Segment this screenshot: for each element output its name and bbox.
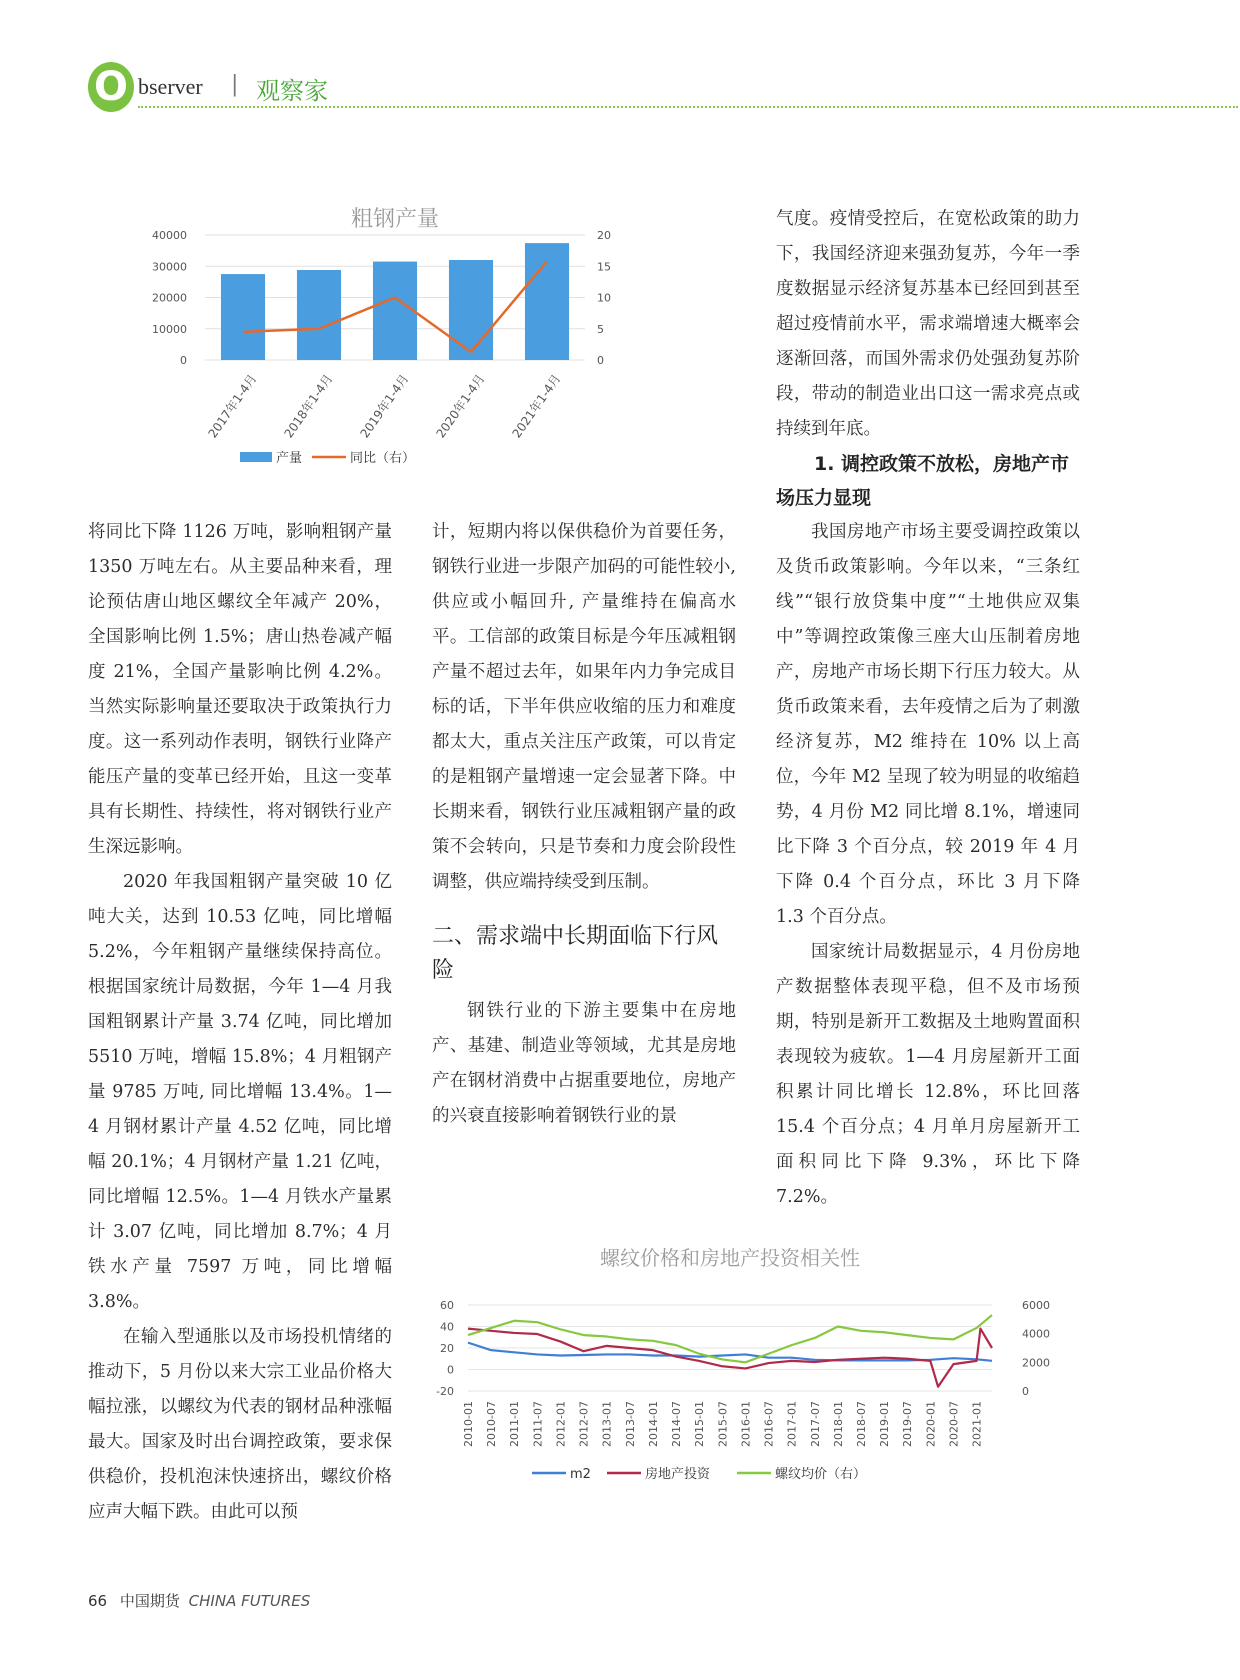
- y-left-tick-label: 30000: [152, 260, 187, 274]
- y-right-tick-label: 5: [597, 322, 604, 336]
- legend-label: 螺纹均价（右）: [775, 1467, 867, 1482]
- y-right-tick-label: 4000: [1022, 1327, 1050, 1341]
- subsection-heading: 1. 调控政策不放松，房地产市场压力显现: [776, 453, 1070, 509]
- legend-label: 房地产投资: [645, 1467, 711, 1482]
- bar-output: [297, 270, 341, 360]
- legend-label: m2: [570, 1467, 591, 1482]
- x-tick-label: 2013-01: [600, 1401, 614, 1447]
- y-left-tick-label: 20000: [152, 291, 187, 305]
- bar-output: [373, 262, 417, 360]
- bar-output: [449, 260, 493, 360]
- masthead: [88, 62, 1238, 112]
- series-line-real-estate-investment: [468, 1329, 992, 1387]
- masthead-dotted-rule: [138, 106, 1238, 108]
- y-left-tick-label: 10000: [152, 322, 187, 336]
- x-tick-label: 2021-01: [970, 1401, 984, 1447]
- x-tick-label: 2010-01: [462, 1401, 475, 1447]
- x-tick-label: 2014-07: [670, 1401, 684, 1447]
- y-right-tick-label: 2000: [1022, 1356, 1050, 1370]
- paragraph: 将同比下降 1126 万吨，影响粗钢产量 1350 万吨左右。从主要品种来看，理论预估唐山地区螺纹全年减产 20%，全国影响比例 1.5%；唐山热卷减产幅度 21%，全国产量影响比例 4.2%。当然实际影响量还要取决于政策执行力度。这一系列动作表明，钢铁行业降产能压产量的变革已经开始，且这一变革具有长期性、持续性，将对钢铁行业产生深远影响。: [88, 522, 392, 857]
- y-left-tick-label: 20: [440, 1342, 454, 1355]
- x-tick-label: 2018-01: [831, 1401, 845, 1447]
- y-left-tick-label: 40: [440, 1320, 454, 1334]
- x-tick-label: 2011-07: [531, 1401, 545, 1447]
- x-tick-label: 2017-07: [808, 1401, 822, 1447]
- x-tick-label: 2015-01: [693, 1401, 707, 1447]
- x-tick-label: 2016-07: [762, 1401, 776, 1447]
- x-tick-label: 2019-01: [878, 1401, 892, 1447]
- x-tick-label: 2016-01: [739, 1401, 753, 1447]
- page-number: 66: [88, 1592, 108, 1610]
- crude-steel-output-chart: [140, 200, 660, 480]
- paragraph: 计，短期内将以保供稳价为首要任务，钢铁行业进一步限产加码的可能性较小, 供应或小幅回升, 产量维持在偏高水平。工信部的政策目标是今年压减粗钢产量不超过去年，如果年内力争完成目标的话，下半年供应收缩的压力和难度都太大，重点关注压产政策，可以肯定的是粗钢产量增速一定会显著下降。中长期来看，钢铁行业压减粗钢产量的政策不会转向，只是节奏和力度会阶段性调整，供应端持续受到压制。: [432, 522, 736, 892]
- masthead-separator: |: [231, 72, 239, 97]
- x-tick-label: 2017年1-4月: [205, 371, 260, 441]
- paragraph: 2020 年我国粗钢产量突破 10 亿吨大关，达到 10.53 亿吨，同比增幅 5.2%，今年粗钢产量继续保持高位。根据国家统计局数据，今年 1—4 月我国粗钢累计产量 3.74 亿吨，同比增加 5510 万吨，增幅 15.8%；4 月粗钢产量 9785 万吨, 同比增幅 13.4%。1—4 月钢材累计产量 4.52 亿吨，同比增幅 20.1%；4 月钢材产量 1.21 亿吨，同比增幅 12.5%。1—4 月铁水产量累计 3.07 亿吨，同比增加 8.7%；4 月铁水产量 7597 万吨，同比增幅 3.8%。: [88, 872, 392, 1312]
- x-tick-label: 2018-07: [855, 1401, 868, 1447]
- y-left-tick-label: 40000: [152, 229, 187, 242]
- x-tick-label: 2020-07: [947, 1401, 961, 1447]
- y-left-tick-label: 0: [447, 1363, 454, 1377]
- text-column-1: [88, 515, 392, 1530]
- x-tick-label: 2012-07: [577, 1401, 591, 1447]
- x-tick-label: 2020-01: [924, 1401, 938, 1447]
- y-left-tick-label: -20: [436, 1385, 454, 1398]
- y-right-tick-label: 10: [597, 291, 611, 305]
- y-right-tick-label: 15: [597, 260, 611, 274]
- chart-title: 粗钢产量: [350, 207, 440, 232]
- x-tick-label: 2010-07: [485, 1401, 499, 1447]
- chart-title: 螺纹价格和房地产投资相关性: [600, 1246, 860, 1270]
- page-footer: [88, 1590, 310, 1611]
- bar-output: [525, 243, 569, 360]
- bar-output: [221, 274, 265, 360]
- x-tick-label: 2019年1-4月: [357, 371, 412, 441]
- paragraph: 我国房地产市场主要受调控政策以及货币政策影响。今年以来，“三条红线”“银行放贷集中度”“土地供应双集中”等调控政策像三座大山压制着房地产，房地产市场长期下行压力较大。从货币政策来看，去年疫情之后为了刺激经济复苏，M2 维持在 10% 以上高位，今年 M2 呈现了较为明显的收缩趋势，4 月份 M2 同比增 8.1%，增速同比下降 3 个百分点，较 2019 年 4 月下降 0.4 个百分点，环比 3 月下降 1.3 个百分点。: [776, 522, 1080, 927]
- y-right-tick-label: 20: [597, 229, 611, 242]
- observer-logo-word: bserver: [138, 74, 203, 99]
- paragraph: 钢铁行业的下游主要集中在房地产、基建、制造业等领域，尤其是房地产在钢材消费中占据重要地位，房地产的兴衰直接影响着钢铁行业的景: [432, 1001, 736, 1126]
- y-right-tick-label: 6000: [1022, 1299, 1050, 1312]
- x-tick-label: 2019-07: [901, 1401, 915, 1447]
- legend-label-yoy: 同比（右）: [350, 451, 416, 466]
- y-left-tick-label: 60: [440, 1299, 454, 1312]
- paragraph: 气度。疫情受控后，在宽松政策的助力下，我国经济迎来强劲复苏，今年一季度数据显示经济复苏基本已经回到甚至超过疫情前水平，需求端增速大概率会逐渐回落，而国外需求仍处强劲复苏阶段，带动的制造业出口这一需求亮点或持续到年底。: [776, 209, 1080, 439]
- x-tick-label: 2014-01: [646, 1401, 660, 1447]
- x-tick-label: 2012-01: [554, 1401, 568, 1447]
- x-tick-label: 2011-01: [508, 1401, 522, 1447]
- x-tick-label: 2018年1-4月: [281, 371, 336, 441]
- x-tick-label: 2017-01: [785, 1401, 799, 1447]
- section-heading: 二、需求端中长期面临下行风险: [432, 924, 719, 983]
- text-column-3: [776, 202, 1080, 1215]
- y-right-tick-label: 0: [1022, 1385, 1029, 1398]
- y-right-tick-label: 0: [597, 354, 604, 367]
- x-tick-label: 2020年1-4月: [433, 371, 488, 441]
- x-tick-label: 2015-07: [716, 1401, 730, 1447]
- magazine-name-en: CHINA FUTURES: [188, 1592, 311, 1610]
- legend-label-output: 产量: [276, 451, 303, 466]
- x-tick-label: 2021年1-4月: [509, 371, 564, 441]
- paragraph: 在输入型通胀以及市场投机情绪的推动下，5 月份以来大宗工业品价格大幅拉涨，以螺纹为代表的钢材品种涨幅最大。国家及时出台调控政策，要求保供稳价，投机泡沫快速挤出，螺纹价格应声大幅下跌。由此可以预: [88, 1327, 392, 1522]
- section-title: 观察家: [256, 77, 328, 105]
- series-line-m2: [468, 1343, 992, 1361]
- observer-logo-letter: O: [88, 62, 134, 112]
- x-tick-label: 2013-07: [623, 1401, 637, 1447]
- magazine-name: 中国期货: [119, 1592, 180, 1610]
- paragraph: 国家统计局数据显示，4 月份房地产数据整体表现平稳，但不及市场预期，特别是新开工数据及土地购置面积表现较为疲软。1—4 月房屋新开工面积累计同比增长 12.8%，环比回落 15.4 个百分点；4 月单月房屋新开工面积同比下降 9.3%，环比下降 7.2%。: [776, 942, 1080, 1207]
- rebar-realestate-correlation-chart: [420, 1235, 1080, 1505]
- legend-swatch-output: [240, 452, 272, 462]
- text-column-2: [432, 515, 736, 1134]
- y-left-tick-label: 0: [180, 354, 187, 367]
